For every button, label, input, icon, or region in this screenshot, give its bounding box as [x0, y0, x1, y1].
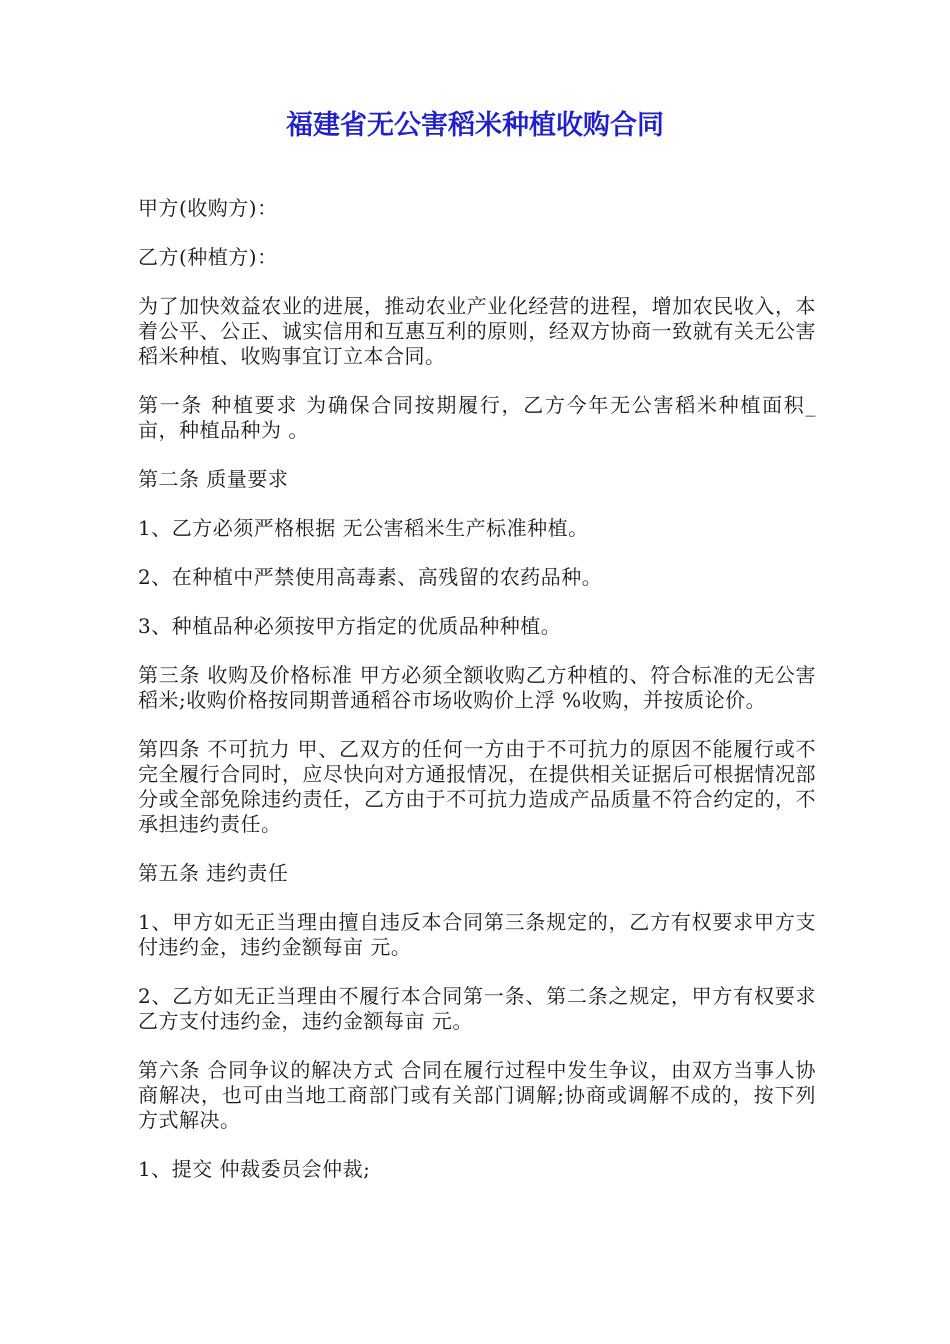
party-b-line: 乙方(种植方)：: [138, 245, 278, 269]
article-3-purchase-price: 第三条 收购及价格标准 甲方必须全额收购乙方种植的、符合标准的无公害稻米;收购价格按同期普通稻谷市场收购价上浮 %收购，并按质论价。: [138, 663, 816, 712]
article-2-item-1: 1、乙方必须严格根据 无公害稻米生产标准种植。: [138, 516, 589, 540]
article-2-heading: 第二条 质量要求: [138, 467, 289, 491]
article-6-item-1: 1、提交 仲裁委员会仲裁;: [138, 1157, 371, 1181]
article-5-item-1: 1、甲方如无正当理由擅自违反本合同第三条规定的，乙方有权要求甲方支付违约金，违约金额每亩 元。: [138, 910, 816, 959]
article-4-force-majeure: 第四条 不可抗力 甲、乙双方的任何一方由于不可抗力的原因不能履行或不完全履行合同时，应尽快向对方通报情况，在提供相关证据后可根据情况部分或全部免除违约责任，乙方由于不可抗力造成产品质量不符合约定的，不承担违约责任。: [138, 737, 816, 836]
article-5-item-2: 2、乙方如无正当理由不履行本合同第一条、第二条之规定，甲方有权要求乙方支付违约金，违约金额每亩 元。: [138, 984, 816, 1033]
document-body: [138, 196, 816, 1206]
preamble-paragraph: 为了加快效益农业的进展，推动农业产业化经营的进程，增加农民收入，本着公平、公正、诚实信用和互惠互利的原则，经双方协商一致就有关无公害稻米种植、收购事宜订立本合同。: [138, 294, 816, 368]
article-6-dispute-resolution: 第六条 合同争议的解决方式 合同在履行过程中发生争议，由双方当事人协商解决，也可由当地工商部门或有关部门调解;协商或调解不成的，按下列方式解决。: [138, 1058, 816, 1132]
article-2-item-2: 2、在种植中严禁使用高毒素、高残留的农药品种。: [138, 565, 603, 589]
document-title: 福建省无公害稻米种植收购合同: [286, 110, 664, 141]
party-a-line: 甲方(收购方)：: [138, 196, 278, 220]
article-2-item-3: 3、种植品种必须按甲方指定的优质品种种植。: [138, 614, 562, 638]
article-1-planting-requirements: 第一条 种植要求 为确保合同按期履行，乙方今年无公害稻米种植面积_ 亩，种植品种为 。: [138, 393, 816, 442]
article-5-heading: 第五条 违约责任: [138, 861, 289, 885]
